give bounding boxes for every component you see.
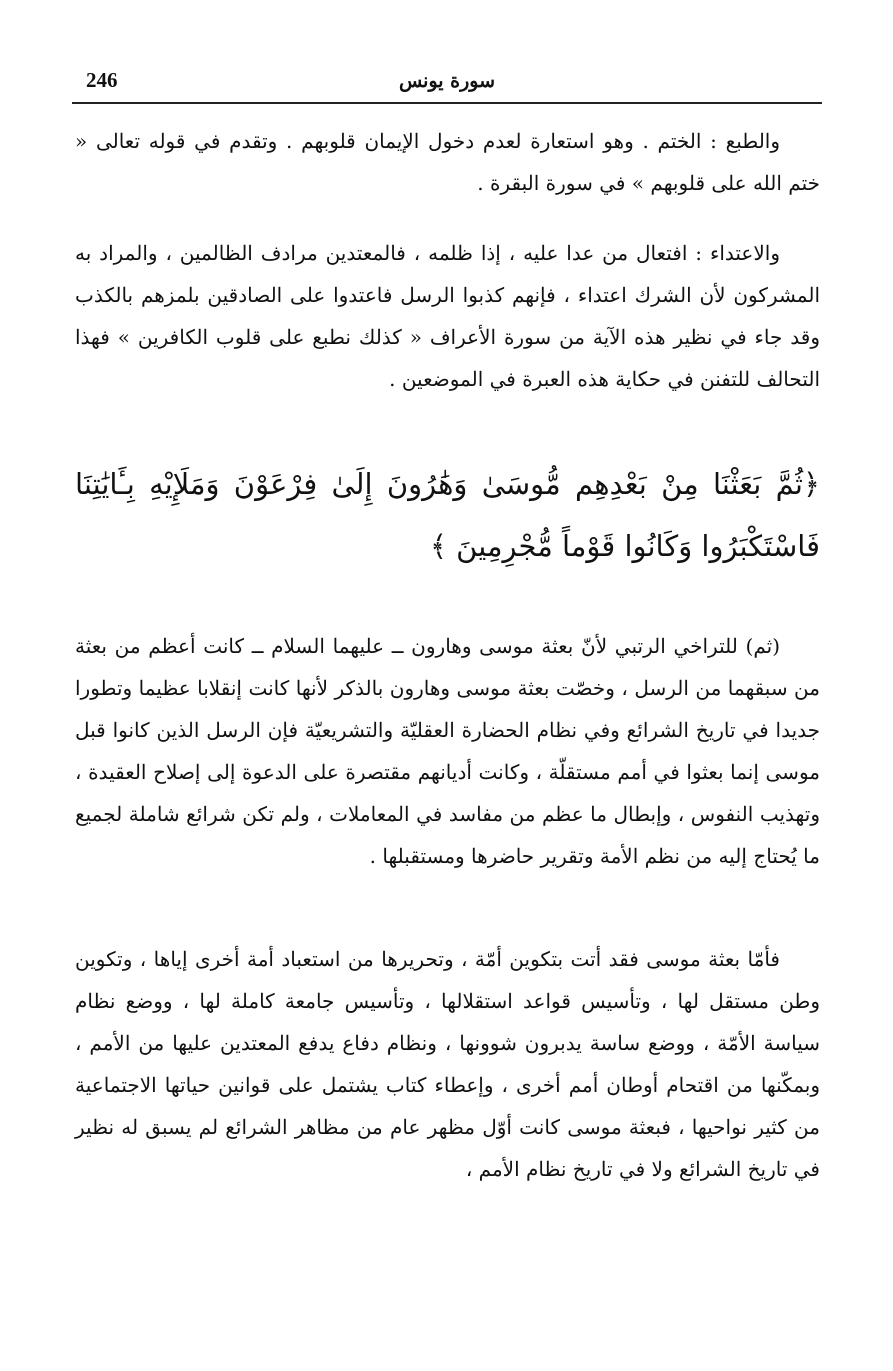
paragraph-transgression: [75, 232, 820, 400]
commentary-paragraph-2: [75, 938, 820, 1190]
paragraph-text: والاعتداء : افتعال من عدا عليه ، إذا ظلمه ، فالمعتدين مرادف الظالمين ، والمراد به المشركون لأن الشرك اعتداء ، فإنهم كذبوا الرسل فاعتدوا على الصادقين بلمزهم بالكذب وقد جاء في نظير هذه الآية من سورة الأعراف « كذلك نطبع على قلوب الكافرين » فهذا التحالف للتفنن في حكاية هذه العبرة في الموضعين .: [75, 241, 820, 391]
page-number: 246: [86, 68, 118, 92]
commentary-paragraph-1: [75, 625, 820, 877]
paragraph-text: فأمّا بعثة موسى فقد أتت بتكوين أمّة ، وتحريرها من استعباد أمة أخرى إياها ، وتكوين وطن مستقل لها ، وتأسيس قواعد استقلالها ، وتأسيس جامعة كاملة لها ، ووضع نظام سياسة الأمّة ، ووضع ساسة يدبرون شوونها ، ونظام دفاع يدفع المعتدين عليها من الأمم ، وبمكّنها من اقتحام أوطان أمم أخرى ، وإعطاء كتاب يشتمل على قوانين حياتها الاجتماعية من كثير نواحيها ، فبعثة موسى كانت أوّل مظهر عام من مظاهر الشرائع لم يسبق له نظير في تاريخ الشرائع ولا في تاريخ نظام الأمم ،: [75, 947, 820, 1181]
paragraph-tab: [75, 120, 820, 204]
page-header: [72, 58, 822, 104]
quran-verse: ﴿ثُمَّ بَعَثْنَا مِنْ بَعْدِهِم مُّوسَىٰ وَهَٰرُونَ إِلَىٰ فِرْعَوْنَ وَمَلَإِيْهِ بِـَٔايَٰتِنَا فَاسْتَكْبَرُوا وَكَانُوا قَوْماً مُّجْرِمِينَ ﴾: [75, 467, 820, 563]
running-title: سورة يونس: [398, 70, 496, 92]
paragraph-text: والطبع : الختم . وهو استعارة لعدم دخول الإيمان قلوبهم . وتقدم في قوله تعالى « ختم الله على قلوبهم » في سورة البقرة .: [75, 129, 820, 195]
paragraph-text: (ثم) للتراخي الرتبي لأنّ بعثة موسى وهارون ــ عليهما السلام ــ كانت أعظم من بعثة من سبقهما من الرسل ، وخصّت بعثة موسى وهارون بالذكر لأنها كانت إنقلابا عظيما وتطورا جديدا في تاريخ الشرائع وفي نظام الحضارة العقليّة والتشريعيّة فإن الرسل الذين كانوا قبل موسى إنما بعثوا في أمم مستقلّة ، وكانت أديانهم مقتصرة على الدعوة إلى إصلاح العقيدة ، وتهذيب النفوس ، وإبطال ما عظم من مفاسد في المعاملات ، ولم تكن شرائع شاملة لجميع ما يُحتاج إليه من نظم الأمة وتقرير حاضرها ومستقبلها .: [75, 634, 821, 868]
